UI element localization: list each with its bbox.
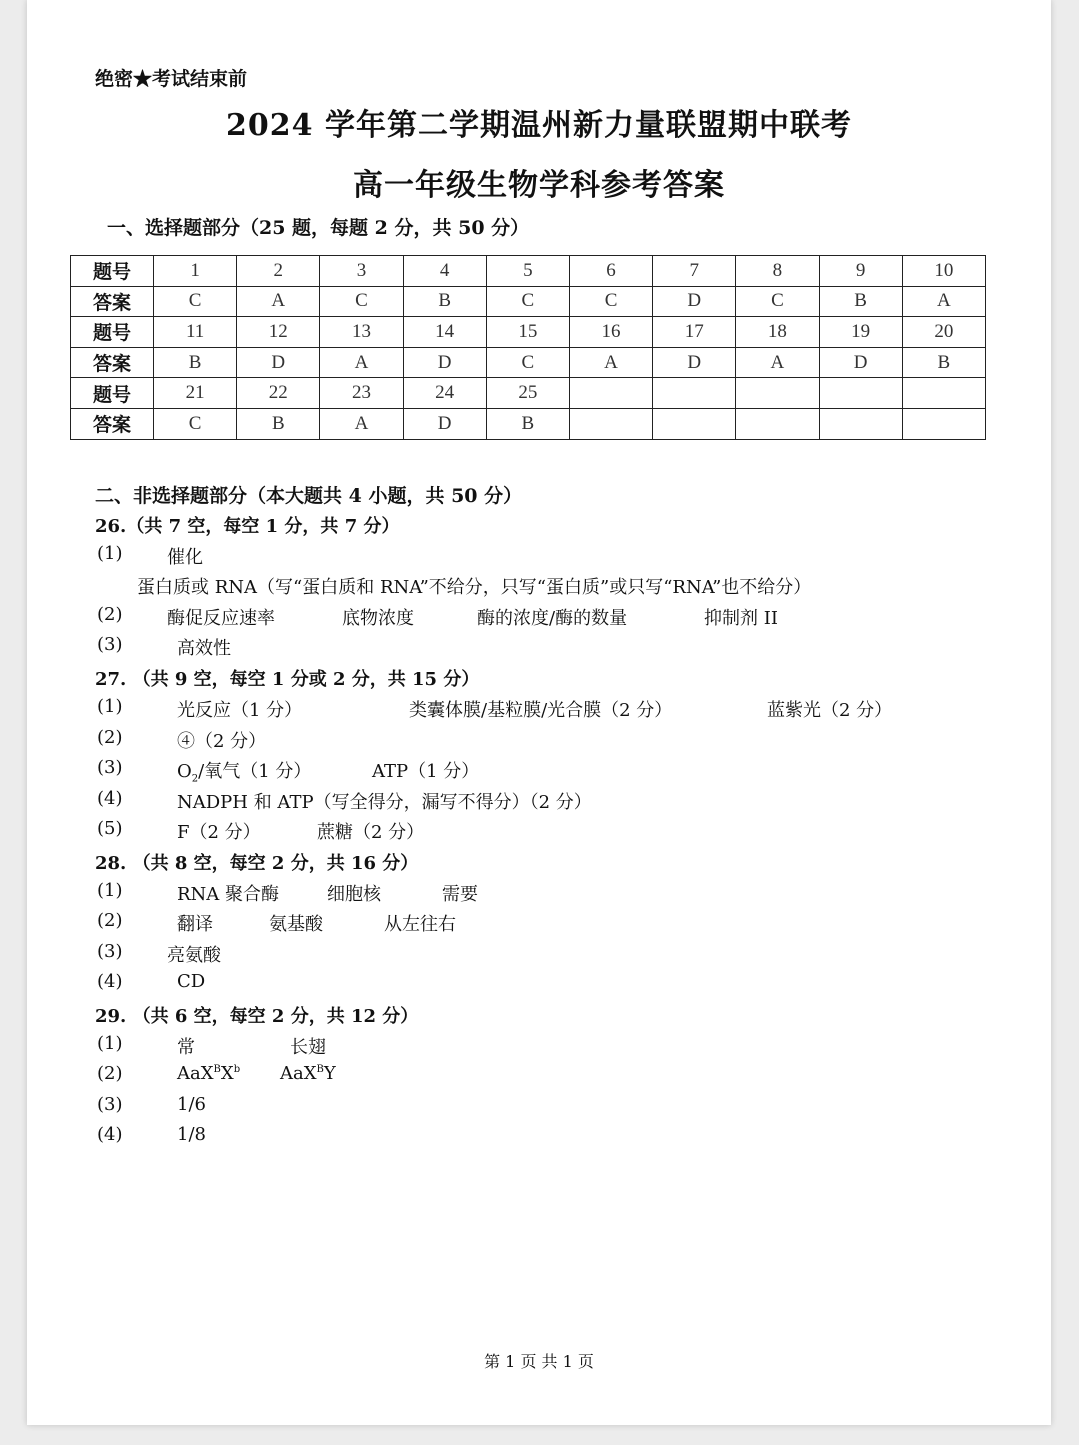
q28-answer-2c: 从左往右 (384, 914, 456, 935)
question-number-cell: 6 (569, 256, 652, 287)
answer-cell: A (736, 347, 819, 378)
page-footer: 第 1 页 共 1 页 (484, 1352, 594, 1371)
question-number-cell (569, 378, 652, 409)
q26-answer-3: 高效性 (177, 638, 231, 659)
section2-heading: 二、非选择题部分（本大题共 4 小题，共 50 分） (95, 485, 523, 507)
q27-answer-1b: 类囊体膜/基粒膜/光合膜（2 分） (409, 700, 673, 721)
question-number-cell (653, 378, 736, 409)
question-number-cell: 3 (320, 256, 403, 287)
q27-title: 27. （共 9 空，每空 1 分或 2 分，共 15 分） (95, 669, 480, 690)
answer-cell: B (154, 347, 237, 378)
document-page (27, 0, 1051, 1425)
q26-title: 26.（共 7 空，每空 1 分，共 7 分） (95, 516, 400, 537)
question-number-cell: 7 (653, 256, 736, 287)
q27-answer-1c: 蓝紫光（2 分） (767, 700, 893, 721)
question-number-row-label: 题号 (71, 256, 154, 287)
answer-cell: D (403, 408, 486, 439)
q27-answer-1a: 光反应（1 分） (177, 700, 303, 721)
q29-answer-2a: $AaX^BX^b$ (177, 1063, 241, 1084)
q29-part2-label: (2) (97, 1063, 123, 1084)
question-number-cell: 18 (736, 317, 819, 348)
question-number-row-label: 题号 (71, 317, 154, 348)
q29-answer-2b: AaX$^B$Y (280, 1063, 336, 1084)
answer-cell: A (902, 286, 985, 317)
answer-cell: D (653, 286, 736, 317)
question-number-cell: 2 (237, 256, 320, 287)
q28-part4-label: (4) (97, 971, 123, 992)
q27-part1-label: (1) (97, 696, 123, 717)
answer-cell (569, 408, 652, 439)
answer-cell: A (320, 347, 403, 378)
question-number-cell: 21 (154, 378, 237, 409)
question-number-cell: 19 (819, 317, 902, 348)
answer-cell: C (486, 286, 569, 317)
q27-part2-label: (2) (97, 727, 123, 748)
answer-cell (736, 408, 819, 439)
question-number-cell: 23 (320, 378, 403, 409)
q26-part1-label: (1) (97, 543, 123, 564)
q29-part1-label: (1) (97, 1033, 123, 1054)
q27-part3-label: (3) (97, 757, 123, 778)
q29-answer-1a: 常 (177, 1037, 195, 1058)
q26-answer-1a: 催化 (167, 547, 203, 568)
q29-title: 29. （共 6 空，每空 2 分，共 12 分） (95, 1006, 419, 1027)
question-number-cell (736, 378, 819, 409)
q28-answer-1a: RNA 聚合酶 (177, 884, 280, 905)
answer-cell: C (736, 286, 819, 317)
question-number-cell: 1 (154, 256, 237, 287)
question-number-row (71, 317, 986, 348)
answer-cell (902, 408, 985, 439)
q29-answer-3: 1/6 (177, 1094, 206, 1115)
question-number-row (71, 256, 986, 287)
q26-answer-1b: 蛋白质或 RNA（写“蛋白质和 RNA”不给分，只写“蛋白质”或只写“RNA”也不给分） (137, 577, 812, 598)
answer-cell: B (403, 286, 486, 317)
question-number-cell: 9 (819, 256, 902, 287)
q28-answer-2a: 翻译 (177, 914, 213, 935)
q26-answer-2c: 酶的浓度/酶的数量 (477, 608, 628, 629)
answer-cell (653, 408, 736, 439)
question-number-row-label: 题号 (71, 378, 154, 409)
question-number-cell: 24 (403, 378, 486, 409)
question-number-cell (819, 378, 902, 409)
section1-heading: 一、选择题部分（25 题，每题 2 分，共 50 分） (107, 217, 530, 239)
confidential-label: 绝密★考试结束前 (95, 68, 248, 90)
answer-row-label: 答案 (71, 286, 154, 317)
answer-row-label: 答案 (71, 408, 154, 439)
q29-answer-1b: 长翅 (290, 1037, 326, 1058)
q27-answer-2: ④（2 分） (177, 731, 267, 752)
question-number-cell: 13 (320, 317, 403, 348)
q28-answer-4: CD (177, 971, 206, 992)
question-number-cell: 16 (569, 317, 652, 348)
answer-row (71, 347, 986, 378)
answer-cell: C (486, 347, 569, 378)
question-number-cell: 15 (486, 317, 569, 348)
answer-key-title: 高一年级生物学科参考答案 (353, 168, 725, 203)
q27-answer-3a: $O_2/$氧气（1 分） (177, 761, 312, 785)
q27-part5-label: (5) (97, 818, 123, 839)
question-number-cell: 10 (902, 256, 985, 287)
answer-table (70, 255, 986, 440)
q27-answer-4: NADPH 和 ATP（写全得分，漏写不得分）（2 分） (177, 792, 592, 813)
q28-answer-1c: 需要 (442, 884, 478, 905)
answer-row (71, 286, 986, 317)
question-number-cell: 17 (653, 317, 736, 348)
question-number-cell: 4 (403, 256, 486, 287)
answer-cell: C (320, 286, 403, 317)
q29-part4-label: (4) (97, 1124, 123, 1145)
answer-cell: D (819, 347, 902, 378)
q28-answer-3: 亮氨酸 (167, 945, 221, 966)
q28-title: 28. （共 8 空，每空 2 分，共 16 分） (95, 853, 419, 874)
question-number-cell: 20 (902, 317, 985, 348)
answer-cell: A (569, 347, 652, 378)
answer-cell: B (486, 408, 569, 439)
question-number-cell: 25 (486, 378, 569, 409)
answer-cell: D (237, 347, 320, 378)
q26-answer-2d: 抑制剂 II (704, 608, 778, 629)
q28-part2-label: (2) (97, 910, 123, 931)
question-number-cell: 8 (736, 256, 819, 287)
q26-answer-2a: 酶促反应速率 (167, 608, 275, 629)
q28-answer-1b: 细胞核 (327, 884, 381, 905)
question-number-cell: 22 (237, 378, 320, 409)
answer-row (71, 408, 986, 439)
question-number-row (71, 378, 986, 409)
exam-title: 2024 学年第二学期温州新力量联盟期中联考 (226, 108, 852, 143)
q27-answer-5b: 蔗糖（2 分） (317, 822, 425, 843)
answer-cell: B (819, 286, 902, 317)
q28-answer-2b: 氨基酸 (269, 914, 323, 935)
answer-cell: C (154, 408, 237, 439)
answer-cell: A (237, 286, 320, 317)
answer-cell: B (902, 347, 985, 378)
q27-answer-5a: F（2 分） (177, 822, 261, 843)
answer-cell: A (320, 408, 403, 439)
question-number-cell: 14 (403, 317, 486, 348)
question-number-cell (902, 378, 985, 409)
question-number-cell: 12 (237, 317, 320, 348)
answer-cell: C (569, 286, 652, 317)
q26-answer-2b: 底物浓度 (342, 608, 414, 629)
question-number-cell: 11 (154, 317, 237, 348)
q27-answer-3b: ATP（1 分） (372, 761, 480, 782)
q26-part2-label: (2) (97, 604, 123, 625)
q28-part1-label: (1) (97, 880, 123, 901)
q29-part3-label: (3) (97, 1094, 123, 1115)
question-number-cell: 5 (486, 256, 569, 287)
q28-part3-label: (3) (97, 941, 123, 962)
answer-cell (819, 408, 902, 439)
q27-part4-label: (4) (97, 788, 123, 809)
answer-cell: C (154, 286, 237, 317)
answer-cell: D (653, 347, 736, 378)
answer-cell: B (237, 408, 320, 439)
answer-cell: D (403, 347, 486, 378)
q29-answer-4: 1/8 (177, 1124, 206, 1145)
q26-part3-label: (3) (97, 634, 123, 655)
answer-row-label: 答案 (71, 347, 154, 378)
